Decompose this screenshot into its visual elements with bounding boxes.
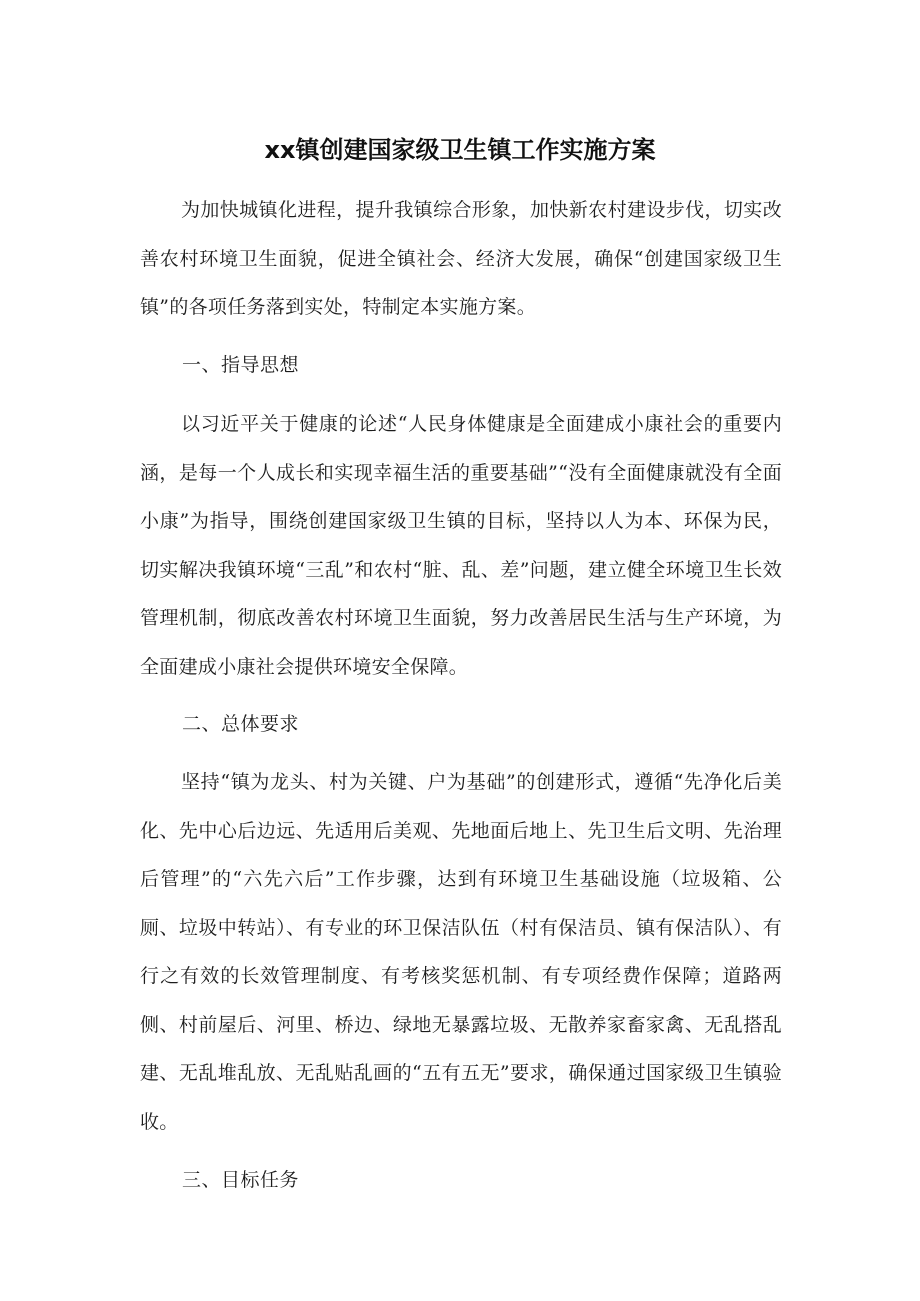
intro-paragraph: 为加快城镇化进程，提升我镇综合形象，加快新农村建设步伐，切实改善农村环境卫生面貌，促进全镇社会、经济大发展，确保“创建国家级卫生镇”的各项任务落到实处，特制定本实施方案。 xyxy=(140,199,782,318)
section-heading-overall-requirements: 二、总体要求 xyxy=(182,713,300,735)
section-heading-guiding-ideology: 一、指导思想 xyxy=(182,354,300,376)
section-body-overall-requirements: 坚持“镇为龙头、村为关键、户为基础”的创建形式，遵循“先净化后美化、先中心后边远、先适用后美观、先地面后地上、先卫生后文明、先治理后管理”的“六先六后”工作步骤，达到有环境卫生基础设施（垃圾箱、公厕、垃圾中转站）、有专业的环卫保洁队伍（村有保洁员、镇有保洁队）、有行之有效的长效管理制度、有考核奖惩机制、有专项经费作保障；道路两侧、村前屋后、河里、桥边、绿地无暴露垃圾、无散养家畜家禽、无乱搭乱建、无乱堆乱放、无乱贴乱画的“五有五无”要求，确保通过国家级卫生镇验收。 xyxy=(140,771,782,1133)
section-body-guiding-ideology: 以习近平关于健康的论述“人民身体健康是全面建成小康社会的重要内涵，是每一个人成长和实现幸福生活的重要基础”“没有全面健康就没有全面小康”为指导，围绕创建国家级卫生镇的目标，坚持以人为本、环保为民，切实解决我镇环境“三乱”和农村“脏、乱、差”问题，建立健全环境卫生长效管理机制，彻底改善农村环境卫生面貌，努力改善居民生活与生产环境，为全面建成小康社会提供环境安全保障。 xyxy=(140,413,782,678)
section-heading-target-tasks: 三、目标任务 xyxy=(182,1169,300,1191)
document-title: xx镇创建国家级卫生镇工作实施方案 xyxy=(264,136,656,164)
